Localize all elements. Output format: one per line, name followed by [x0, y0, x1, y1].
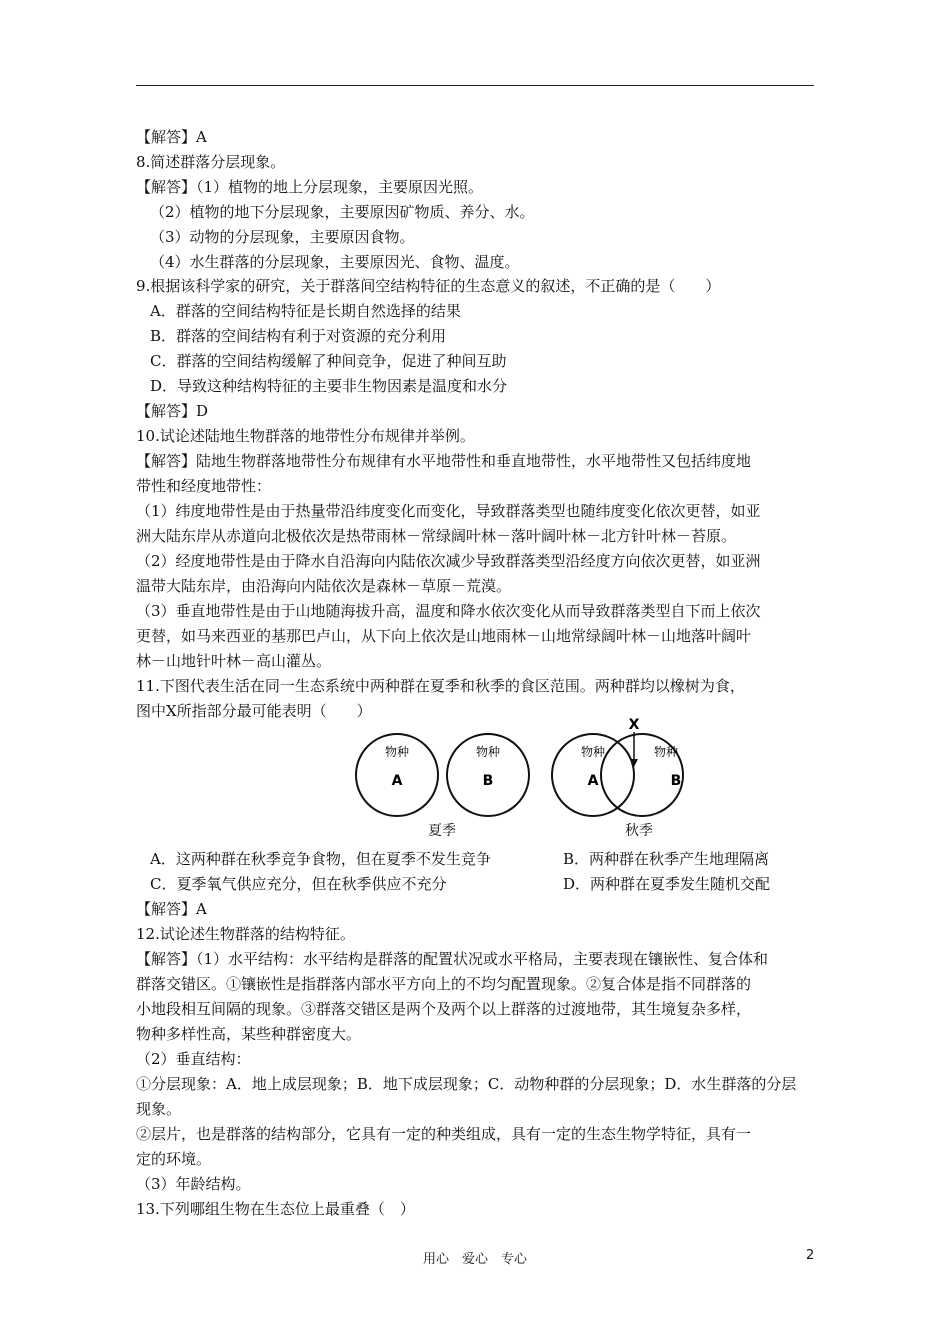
text-line: 【解答】A — [136, 900, 207, 918]
text-line: 【解答】A — [136, 128, 207, 146]
text-line: 【解答】（1）水平结构：水平结构是群落的配置状况或水平格局，主要表现在镶嵌性、复合体和 — [136, 950, 769, 968]
text-line: （1）纬度地带性是由于热量带沿纬度变化而变化，导致群落类型也随纬度变化依次更替，如亚 — [136, 502, 761, 520]
species-b-label: B — [670, 773, 682, 789]
header-rule — [136, 85, 814, 86]
text-line: （3）垂直地带性是由于山地随海拔升高，温度和降水依次变化从而导致群落类型自下而上依次 — [136, 602, 761, 620]
species-b-label: B — [482, 773, 494, 789]
text-line: ①分层现象：A．地上成层现象；B．地下成层现象；C．动物种群的分层现象；D．水生群落的分层 — [136, 1075, 797, 1093]
text-line: 图中X所指部分最可能表明（ ） — [136, 702, 372, 720]
text-line: 【解答】（1）植物的地上分层现象，主要原因光照。 — [136, 178, 484, 196]
species-label: 物种 — [580, 745, 606, 759]
text-line: 物种多样性高，某些种群密度大。 — [136, 1025, 362, 1043]
text-line: 温带大陆东岸，由沿海向内陆依次是森林－草原－荒漠。 — [136, 577, 512, 595]
text-line: （2）垂直结构： — [136, 1050, 251, 1068]
summer-caption: 夏季 — [428, 823, 456, 839]
species-label: 物种 — [475, 745, 501, 759]
option-b: B．两种群在秋季产生地理隔离 — [563, 850, 770, 868]
page-footer: 用心 爱心 专心 — [422, 1252, 527, 1267]
question-11: 11.下图代表生活在同一生态系统中两种群在夏季和秋季的食区范围。两种群均以橡树为食， — [136, 677, 745, 695]
text-line: 更替，如马来西亚的基那巴卢山，从下向上依次是山地雨林－山地常绿阔叶林－山地落叶阔叶 — [136, 627, 752, 645]
question-12: 12.试论述生物群落的结构特征。 — [136, 925, 355, 943]
venn-figure — [340, 705, 680, 840]
option-c: C．群落的空间结构缓解了种间竞争，促进了种间互助 — [150, 352, 507, 370]
page-number: 2 — [806, 1248, 815, 1263]
species-a-label: A — [391, 773, 403, 789]
text-line: （2）经度地带性是由于降水自沿海向内陆依次减少导致群落类型沿经度方向依次更替，如亚洲 — [136, 552, 761, 570]
text-line: 群落交错区。①镶嵌性是指群落内部水平方向上的不均匀配置现象。②复合体是指不同群落的 — [136, 975, 752, 993]
text-line: 带性和经度地带性： — [136, 477, 272, 495]
text-line: 洲大陆东岸从赤道向北极依次是热带雨林－常绿阔叶林－落叶阔叶林－北方针叶林－苔原。 — [136, 527, 737, 545]
question-13: 13.下列哪组生物在生态位上最重叠（ ） — [136, 1200, 415, 1218]
option-d: D．两种群在夏季发生随机交配 — [563, 875, 771, 893]
option-d: D．导致这种结构特征的主要非生物因素是温度和水分 — [150, 377, 508, 395]
text-line: 【解答】陆地生物群落地带性分布规律有水平地带性和垂直地带性，水平地带性又包括纬度地 — [136, 452, 752, 470]
species-label: 物种 — [653, 745, 679, 759]
x-label: X — [628, 717, 640, 733]
option-b: B．群落的空间结构有利于对资源的充分利用 — [150, 327, 447, 345]
text-line: 定的环境。 — [136, 1150, 212, 1168]
option-a: A．这两种群在秋季竞争食物，但在夏季不发生竞争 — [150, 850, 491, 868]
text-line: ②层片，也是群落的结构部分，它具有一定的种类组成，具有一定的生态生物学特征，具有一 — [136, 1125, 752, 1143]
question-10: 10.试论述陆地生物群落的地带性分布规律并举例。 — [136, 427, 475, 445]
species-a-label: A — [587, 773, 599, 789]
text-line: （3）动物的分层现象，主要原因食物。 — [150, 228, 415, 246]
text-line: （4）水生群落的分层现象，主要原因光、食物、温度。 — [150, 253, 520, 271]
autumn-caption: 秋季 — [625, 823, 653, 839]
question-9: 9.根据该科学家的研究，关于群落间空结构特征的生态意义的叙述，不正确的是（ ） — [136, 277, 721, 295]
species-label: 物种 — [384, 745, 410, 759]
text-line: 现象。 — [136, 1100, 182, 1118]
text-line: 8.简述群落分层现象。 — [136, 153, 286, 171]
option-c: C．夏季氧气供应充分，但在秋季供应不充分 — [150, 875, 447, 893]
text-line: 小地段相互间隔的现象。③群落交错区是两个及两个以上群落的过渡地带，其生境复杂多样， — [136, 1000, 752, 1018]
option-a: A．群落的空间结构特征是长期自然选择的结果 — [150, 302, 461, 320]
text-line: 【解答】D — [136, 402, 209, 420]
text-line: （2）植物的地下分层现象，主要原因矿物质、养分、水。 — [150, 203, 535, 221]
text-line: 林－山地针叶林－高山灌丛。 — [136, 652, 332, 670]
text-line: （3）年龄结构。 — [136, 1175, 251, 1193]
